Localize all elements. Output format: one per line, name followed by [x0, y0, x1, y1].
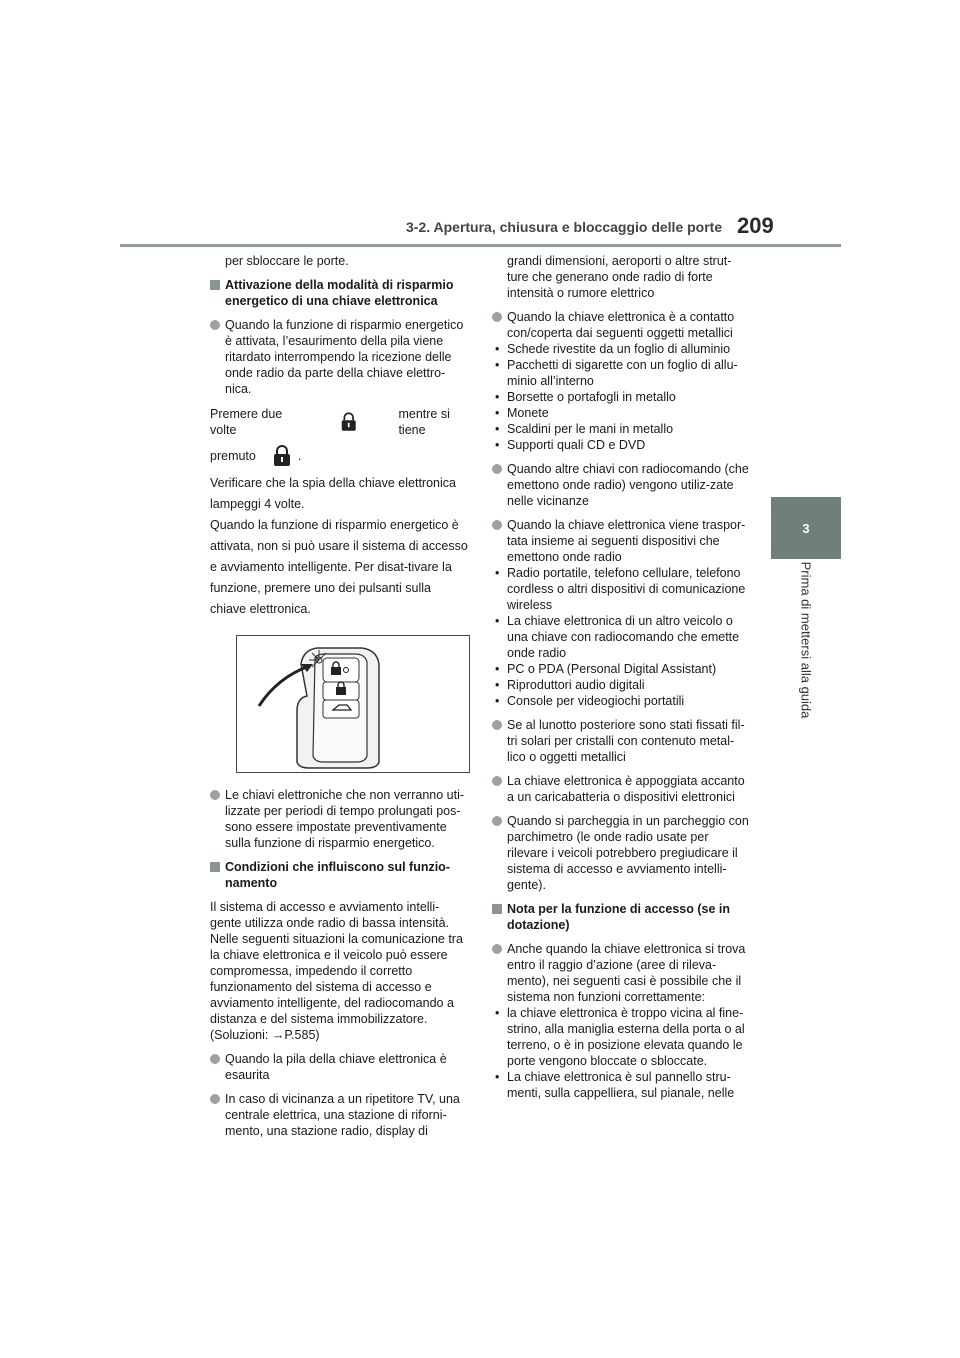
instruction-text: .	[297, 449, 302, 463]
bullet-item: • Borsette o portafogli in metallo	[492, 389, 752, 405]
list-item	[210, 1051, 470, 1083]
circle-bullet-icon	[492, 312, 502, 322]
bullet-item: • la chiave elettronica è troppo vicina al fine-strino, alla maniglia esterna della porta o al terreno, o è in posizione elevata quando le porte vengono bloccate o sbloccate.	[492, 1005, 752, 1069]
item-text: Quando altre chiavi con radiocomando (che emettono onde radio) vengono utiliz-zate nelle vicinanze	[507, 462, 749, 508]
circle-bullet-icon	[492, 520, 502, 530]
item-text: Se al lunotto posteriore sono stati fissati fil-tri solari per cristalli con contenuto metal-lico o oggetti metallici	[507, 718, 745, 764]
square-bullet-icon	[492, 904, 502, 914]
lock-icon	[272, 445, 292, 467]
list-item	[492, 717, 752, 765]
circle-bullet-icon	[492, 776, 502, 786]
header-rule	[120, 244, 841, 247]
circle-bullet-icon	[492, 720, 502, 730]
instruction-line	[210, 405, 470, 439]
instruction-text: premuto	[210, 449, 256, 463]
body-text: Quando la funzione di risparmio energetico è attivata, non si può usare il sistema di accesso e avviamento intelligente. Per disat-tivare la funzione, premere uno dei pulsanti sulla chiave elettronica.	[210, 518, 468, 616]
body-text: Verificare che la spia della chiave elettronica lampeggi 4 volte.	[210, 476, 456, 511]
left-column	[210, 253, 470, 1147]
bullet-list	[492, 565, 752, 709]
item-text: Quando la chiave elettronica viene traspor-tata insieme ai seguenti dispositivi che emettono onde radio	[507, 518, 746, 564]
chapter-label: Prima di mettersi alla guida	[798, 561, 814, 719]
list-item	[210, 1091, 470, 1139]
bullet-list	[492, 1005, 752, 1101]
bullet-item: • Scaldini per le mani in metallo	[492, 421, 752, 437]
item-text: Le chiavi elettroniche che non verranno uti-lizzate per periodi di tempo prolungati pos-sono essere impostate preventivamente sulla funzione di risparmio energetico.	[225, 788, 465, 850]
bullet-item: • La chiave elettronica di un altro veicolo o una chiave con radiocomando che emette onde radio	[492, 613, 752, 661]
section-heading	[210, 859, 470, 891]
circle-bullet-icon	[210, 790, 220, 800]
heading-text: Nota per la funzione di accesso (se in dotazione)	[507, 902, 730, 932]
square-bullet-icon	[210, 862, 220, 872]
circle-bullet-icon	[210, 320, 220, 330]
body-text: Il sistema di accesso e avviamento intelli-gente utilizza onde radio di bassa intensità. Nelle seguenti situazioni la comunicazione tra la chiave elettronica e il veicolo può essere compromessa, impedendo il corretto funzionamento del sistema di accesso e avviamento intelligente, del radiocomando a distanza e del sistema immobilizzatore. (Soluzioni: →P.585)	[210, 900, 463, 1042]
item-text: Quando la funzione di risparmio energetico è attivata, l’esaurimento della pila viene ritardato interrompendo la ricezione delle onde radio da parte della chiave elettro-nica.	[225, 318, 464, 396]
bullet-list	[492, 341, 752, 453]
bullet-item: • La chiave elettronica è sul pannello stru-menti, sulla cappelliera, sul pianale, nelle	[492, 1069, 752, 1101]
key-drawing	[237, 636, 469, 772]
chapter-tab[interactable]	[771, 497, 841, 559]
bullet-item: • Monete	[492, 405, 752, 421]
heading-text: Attivazione della modalità di risparmio energetico di una chiave elettronica	[225, 278, 454, 308]
list-item	[210, 787, 470, 851]
instruction-text: mentre si tiene	[398, 407, 450, 437]
heading-text: Condizioni che influiscono sul funzio-namento	[225, 860, 450, 890]
list-item	[492, 517, 752, 565]
continued-text: grandi dimensioni, aeroporti o altre strut-ture che generano onde radio di forte intensità o rumore elettrico	[507, 254, 732, 300]
circle-bullet-icon	[210, 1054, 220, 1064]
electronic-key-illustration	[236, 635, 470, 773]
bullet-item: • Radio portatile, telefono cellulare, telefono cordless o altri dispositivi di comunicazione wireless	[492, 565, 752, 613]
section-heading	[492, 901, 752, 933]
lock-icon	[340, 411, 357, 433]
list-item	[210, 317, 470, 397]
bullet-item: • Riproduttori audio digitali	[492, 677, 752, 693]
list-item	[492, 461, 752, 509]
chapter-number: 3	[802, 520, 810, 536]
bullet-item: • Schede rivestite da un foglio di alluminio	[492, 341, 752, 357]
circle-bullet-icon	[492, 464, 502, 474]
circle-bullet-icon	[492, 816, 502, 826]
square-bullet-icon	[210, 280, 220, 290]
item-text: La chiave elettronica è appoggiata accanto a un caricabatteria o dispositivi elettronici	[507, 774, 745, 804]
page-number: 209	[737, 213, 774, 238]
circle-bullet-icon	[210, 1094, 220, 1104]
item-text: Quando si parcheggia in un parcheggio con parchimetro (le onde radio usate per rilevare i veicoli potrebbero pregiudicare il sistema di accesso e avviamento intelli-gente).	[507, 814, 749, 892]
item-text: Quando la chiave elettronica è a contatto con/coperta dai seguenti oggetti metallici	[507, 310, 735, 340]
item-text: Quando la pila della chiave elettronica è esaurita	[225, 1052, 447, 1082]
instruction-text: Premere due volte	[210, 407, 283, 437]
section-title: 3-2. Apertura, chiusura e bloccaggio delle porte	[406, 219, 723, 235]
section-heading	[210, 277, 470, 309]
bullet-item: • PC o PDA (Personal Digital Assistant)	[492, 661, 752, 677]
item-text: Anche quando la chiave elettronica si trova entro il raggio d’azione (aree di rileva-mento), nei seguenti casi è possibile che il sistema non funzioni correttamente:	[507, 942, 746, 1004]
intro-text: per sbloccare le porte.	[225, 254, 349, 268]
right-column	[492, 253, 752, 1109]
bullet-item: • Supporti quali CD e DVD	[492, 437, 752, 453]
bullet-item: • Pacchetti di sigarette con un foglio di allu-minio all’interno	[492, 357, 752, 389]
list-item	[492, 773, 752, 805]
bullet-item: • Console per videogiochi portatili	[492, 693, 752, 709]
list-item	[492, 813, 752, 893]
circle-bullet-icon	[492, 944, 502, 954]
instruction-line	[210, 439, 470, 473]
list-item	[492, 309, 752, 341]
item-text: In caso di vicinanza a un ripetitore TV, una centrale elettrica, una stazione di riforni-mento, una stazione radio, display di	[225, 1092, 460, 1138]
list-item	[492, 941, 752, 1005]
